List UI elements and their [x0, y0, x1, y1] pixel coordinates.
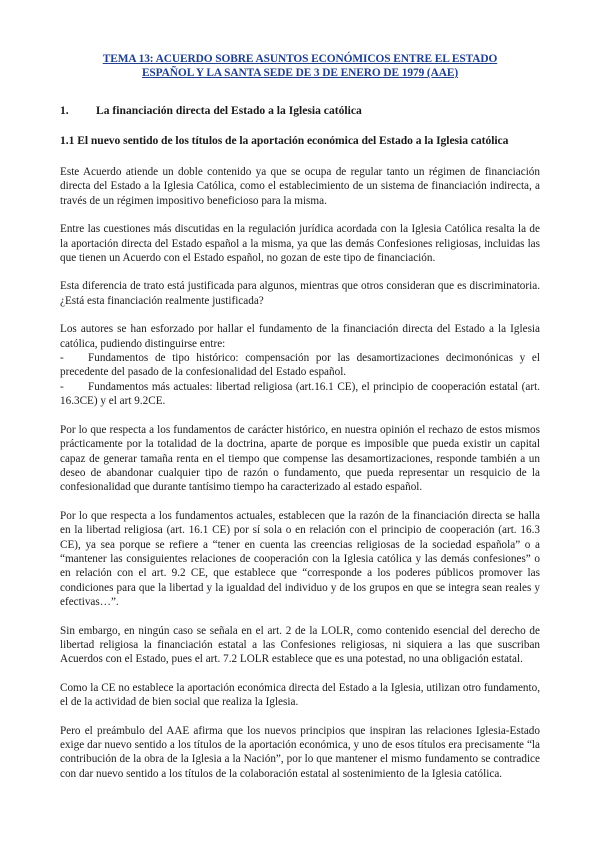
document-title	[60, 52, 540, 80]
paragraph: Pero el preámbulo del AAE afirma que los nuevos principios que inspiran las relaciones Iglesia-Estado exige dar nuevo sentido a los títulos de la aportación económica, y uno de esos títulos era precisamente “la contribución de la obra de la Iglesia a la Nación”, por lo que mantener el mismo fundamento se contradice con dar nuevo sentido a los títulos de la colaboración estatal al sostenimiento de la Iglesia católica.	[60, 724, 540, 780]
section-number: 1.	[60, 104, 69, 117]
paragraph: Por lo que respecta a los fundamentos actuales, establecen que la razón de la financiación directa se halla en la libertad religiosa (art. 16.1 CE) por sí sola o en relación con el principio de cooperación (art. 16.3 CE), ya sea porque se refiere a “tener en cuenta las creencias religiosas de la sociedad española” o a “mantener las consiguientes relaciones de cooperación con la Iglesia católica y las demás confesiones” o en relación con el art. 9.2 CE, que establece que “corresponde a los poderes públicos promover las condiciones para que la libertad y la igualdad del individuo y de los grupos en que se integra sean reales y efectivas…”.	[60, 509, 540, 609]
list-item: - Fundamentos de tipo histórico: compensación por las desamortizaciones decimonónicas y el precedente del pasado de la confesionalidad del Estado español.	[60, 352, 540, 379]
section-heading	[60, 104, 540, 117]
paragraph: Esta diferencia de trato está justificada para algunos, mientras que otros consideran que es discriminatoria. ¿Está esta financiación realmente justificada?	[60, 280, 540, 307]
list-item-text: Fundamentos de tipo histórico: compensación por las desamortizaciones decimonónicas y el precedente del pasado de la confesionalidad del Estado español.	[60, 352, 540, 379]
list-item: - Fundamentos más actuales: libertad religiosa (art.16.1 CE), el principio de cooperación estatal (art. 16.3CE) y el art 9.2CE.	[60, 380, 540, 408]
paragraph: Como la CE no establece la aportación económica directa del Estado a la Iglesia, utilizan otro fundamento, el de la actividad de bien social que realiza la Iglesia.	[60, 681, 540, 709]
title-line-2: ESPAÑOL Y LA SANTA SEDE DE 3 DE ENERO DE 1979 (AAE)	[141, 67, 459, 79]
subsection-heading: 1.1 El nuevo sentido de los títulos de la aportación económica del Estado a la Iglesia católica	[60, 134, 509, 147]
paragraph: Este Acuerdo atiende un doble contenido ya que se ocupa de regular tanto un régimen de financiación directa del Estado a la Iglesia Católica, como el establecimiento de un sistema de financiación indirecta, a través de un régimen impositivo beneficioso para la misma.	[60, 166, 540, 207]
paragraph: Entre las cuestiones más discutidas en la regulación jurídica acordada con la Iglesia Católica resalta la de la aportación directa del Estado español a la misma, ya que las demás Confesiones religiosas, incluidas las que tienen un Acuerdo con el Estado español, no gozan de este tipo de financiación.	[60, 223, 540, 265]
paragraph: Sin embargo, en ningún caso se señala en el art. 2 de la LOLR, como contenido esencial del derecho de libertad religiosa la financiación estatal a las Confesiones religiosas, ni siquiera a las que suscriban Acuerdos con el Estado, pues el art. 7.2 LOLR establece que es una potestad, no una obligación estatal.	[60, 624, 540, 666]
paragraph: Por lo que respecta a los fundamentos de carácter histórico, en nuestra opinión el rechazo de estos mismos prácticamente por la totalidad de la doctrina, aparte de porque es imposible que pueda existir un capital capaz de generar tamaña renta en el tiempo que compense las desamortizaciones, responde también a un deseo de abandonar cualquier tipo de razón o fundamento, que pueda representar un resquicio de la confesionalidad que durante tantísimo tiempo ha caracterizado al estado español.	[60, 423, 540, 494]
section-title: La financiación directa del Estado a la Iglesia católica	[96, 104, 362, 117]
list-item-text: Fundamentos más actuales: libertad religiosa (art.16.1 CE), el principio de cooperación estatal (art. 16.3CE) y el art 9.2CE.	[60, 380, 540, 408]
paragraph: Los autores se han esforzado por hallar el fundamento de la financiación directa del Estado a la Iglesia católica, pudiendo distinguirse entre:	[60, 323, 540, 350]
title-line-1: TEMA 13: ACUERDO SOBRE ASUNTOS ECONÓMICOS ENTRE EL ESTADO	[102, 53, 498, 65]
